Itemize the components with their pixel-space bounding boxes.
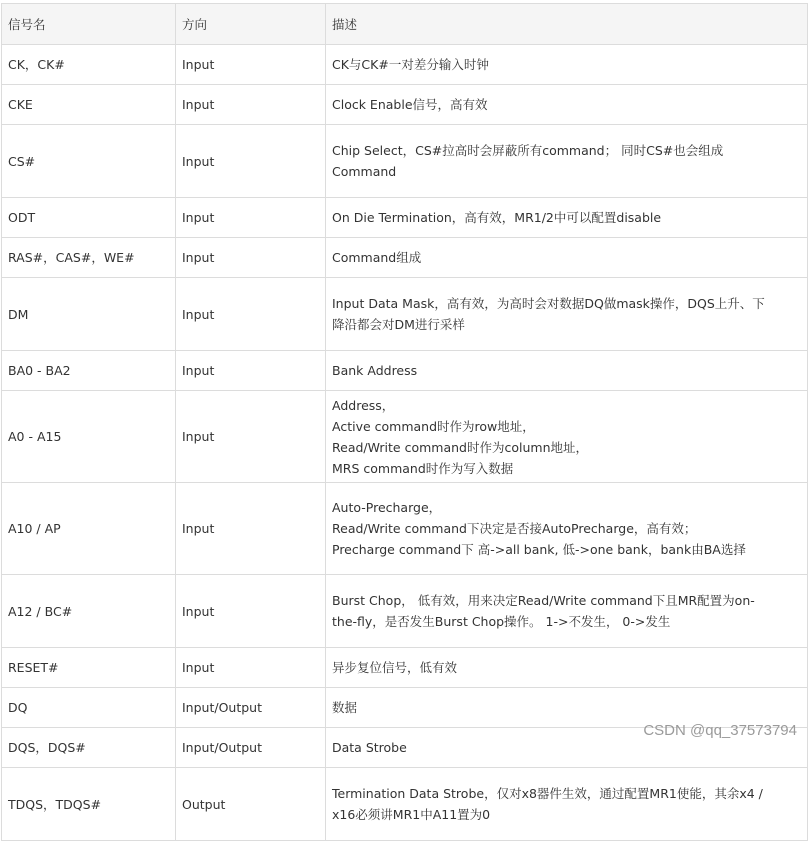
table-row xyxy=(2,575,808,648)
direction-cell: Input xyxy=(176,45,326,85)
direction-cell: Input xyxy=(176,125,326,198)
signal-name-cell: DQ xyxy=(2,688,176,728)
description-cell xyxy=(326,125,808,198)
direction-cell: Input xyxy=(176,483,326,575)
description-cell xyxy=(326,768,808,841)
direction-cell: Input xyxy=(176,198,326,238)
description-line: Data Strobe xyxy=(332,740,407,755)
description-line: 数据 xyxy=(332,700,358,715)
signal-name-cell: RAS#，CAS#，WE# xyxy=(2,238,176,278)
table-row xyxy=(2,648,808,688)
description-line: Address， xyxy=(332,397,395,413)
table-row xyxy=(2,125,808,198)
direction-cell: Input/Output xyxy=(176,688,326,728)
header-signal-name: 信号名 xyxy=(2,4,176,45)
header-description: 描述 xyxy=(326,4,808,45)
csdn-watermark: CSDN @qq_37573794 xyxy=(643,722,797,739)
description-line: Chip Select，CS#拉高时会屏蔽所有command； 同时CS#也会组成 xyxy=(332,143,724,158)
signal-table xyxy=(1,3,808,841)
description-line: Command xyxy=(332,164,397,179)
direction-cell: Input xyxy=(176,238,326,278)
table-row xyxy=(2,45,808,85)
table-row xyxy=(2,391,808,483)
description-line: Burst Chop， 低有效，用来决定Read/Write command下且MR配置为on- xyxy=(332,593,755,608)
description-line: Command组成 xyxy=(332,250,422,265)
description-line: Bank Address xyxy=(332,363,418,378)
description-line: 异步复位信号，低有效 xyxy=(332,660,458,675)
description-line: Clock Enable信号，高有效 xyxy=(332,97,488,112)
description-line: x16必须讲MR1中A11置为0 xyxy=(332,807,491,822)
signal-name-cell: CK，CK# xyxy=(2,45,176,85)
signal-name-cell: BA0 - BA2 xyxy=(2,351,176,391)
description-cell xyxy=(326,483,808,575)
signal-name-cell: ODT xyxy=(2,198,176,238)
description-line: MRS command时作为写入数据 xyxy=(332,460,514,476)
direction-cell: Input xyxy=(176,278,326,351)
signal-name-cell: CS# xyxy=(2,125,176,198)
description-line: On Die Termination，高有效，MR1/2中可以配置disable xyxy=(332,210,662,225)
description-line: Precharge command下 高->all bank, 低->one bank，bank由BA选择 xyxy=(332,542,746,557)
signal-name-cell: DQS，DQS# xyxy=(2,728,176,768)
description-cell xyxy=(326,85,808,125)
signal-name-cell: RESET# xyxy=(2,648,176,688)
signal-name-cell: A10 / AP xyxy=(2,483,176,575)
table-row xyxy=(2,351,808,391)
description-line: the-fly，是否发生Burst Chop操作。 1->不发生， 0->发生 xyxy=(332,614,671,629)
description-cell xyxy=(326,198,808,238)
direction-cell: Input xyxy=(176,575,326,648)
description-cell xyxy=(326,648,808,688)
description-line: Read/Write command时作为column地址， xyxy=(332,439,589,455)
description-line: CK与CK#一对差分输入时钟 xyxy=(332,57,489,72)
direction-cell: Output xyxy=(176,768,326,841)
signal-name-cell: CKE xyxy=(2,85,176,125)
direction-cell: Input xyxy=(176,391,326,483)
header-row xyxy=(2,4,808,45)
direction-cell: Input xyxy=(176,648,326,688)
description-line: Termination Data Strobe，仅对x8器件生效，通过配置MR1使能，其余x4 / xyxy=(332,786,763,801)
description-cell xyxy=(326,238,808,278)
description-line: Active command时作为row地址， xyxy=(332,418,535,434)
description-line: 降沿都会对DM进行采样 xyxy=(332,317,465,332)
description-line: Auto-Precharge， xyxy=(332,500,442,515)
table-row xyxy=(2,85,808,125)
signal-name-cell: A12 / BC# xyxy=(2,575,176,648)
direction-cell: Input xyxy=(176,85,326,125)
description-cell xyxy=(326,575,808,648)
table-row xyxy=(2,198,808,238)
table-row xyxy=(2,483,808,575)
signal-name-cell: A0 - A15 xyxy=(2,391,176,483)
description-cell xyxy=(326,391,808,483)
table-row xyxy=(2,768,808,841)
table-row xyxy=(2,278,808,351)
table-row xyxy=(2,238,808,278)
signal-name-cell: TDQS，TDQS# xyxy=(2,768,176,841)
description-cell xyxy=(326,351,808,391)
signal-name-cell: DM xyxy=(2,278,176,351)
description-line: Read/Write command下决定是否接AutoPrecharge，高有效； xyxy=(332,521,697,536)
header-direction: 方向 xyxy=(176,4,326,45)
description-cell xyxy=(326,45,808,85)
description-line: Input Data Mask，高有效，为高时会对数据DQ做mask操作，DQS上升、下 xyxy=(332,296,765,311)
description-cell xyxy=(326,278,808,351)
direction-cell: Input/Output xyxy=(176,728,326,768)
direction-cell: Input xyxy=(176,351,326,391)
